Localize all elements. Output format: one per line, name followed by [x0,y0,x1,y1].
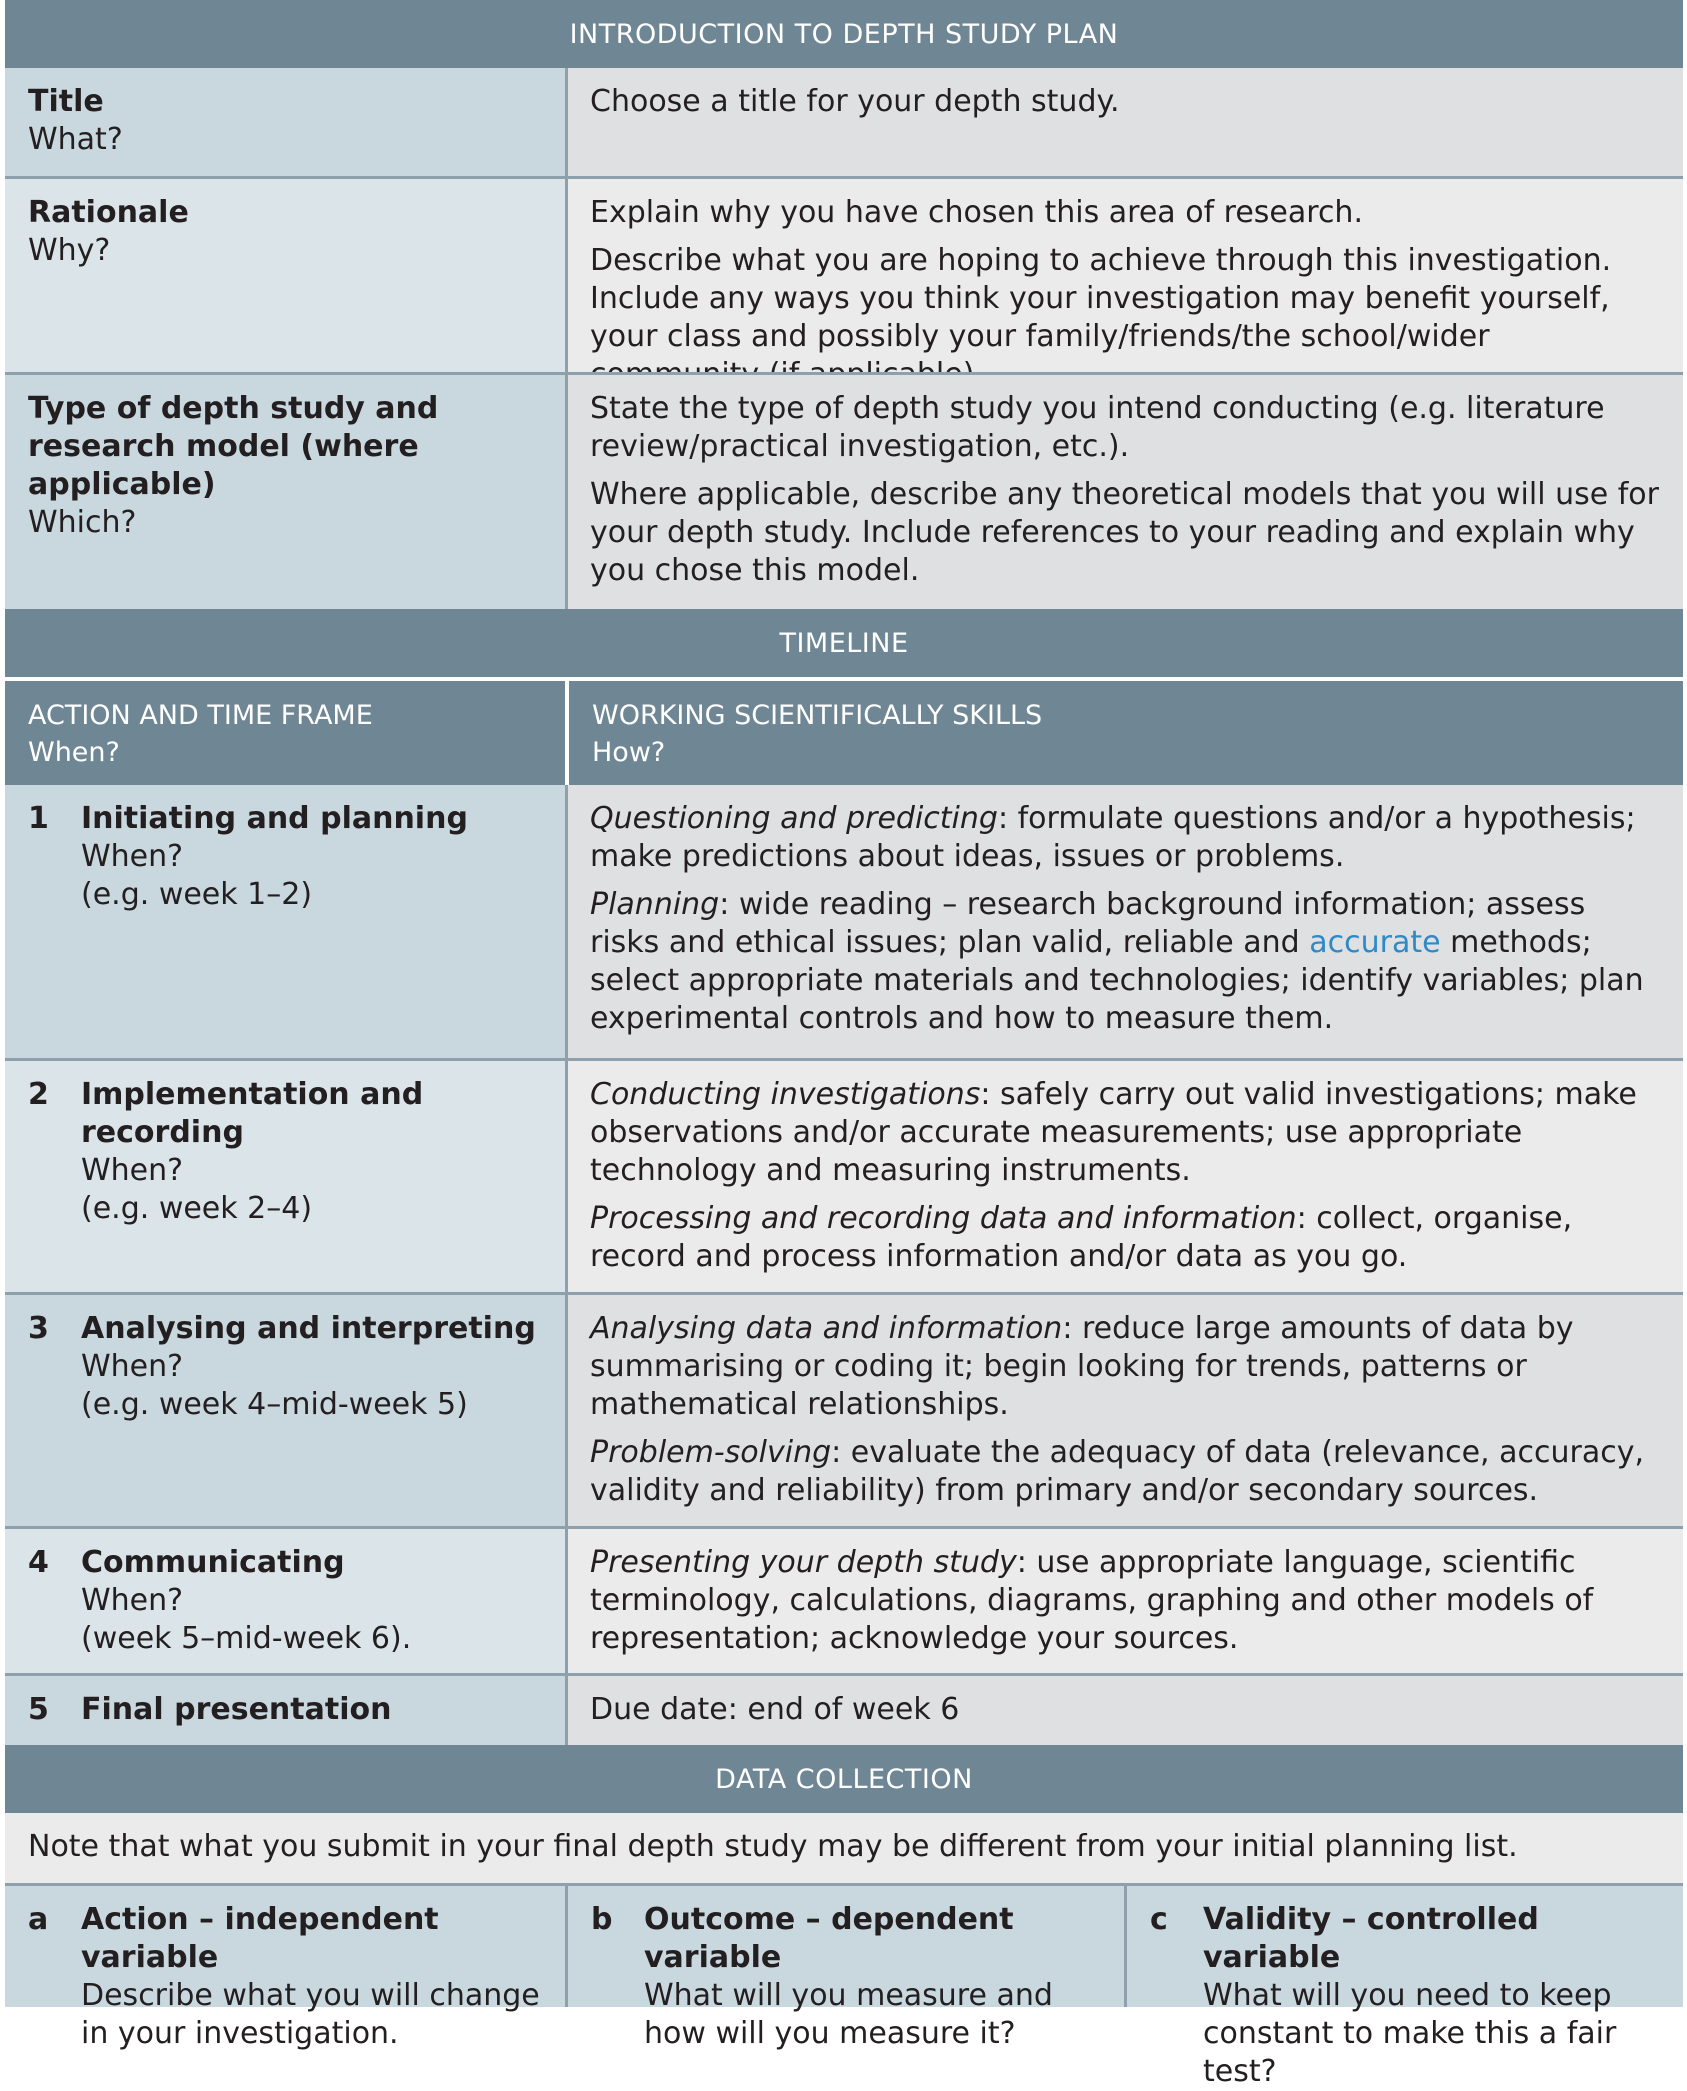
data-collection-banner: DATA COLLECTION [5,1745,1683,1813]
step-title: Final presentation [81,1692,392,1727]
title-sub: What? [28,122,123,157]
timeline-banner: TIMELINE [5,609,1683,677]
skill-name: Questioning and predicting [590,801,998,836]
skill-desc: : collect, organise, record and process information and/or data as you go. [590,1201,1573,1274]
rationale-label: Rationale [28,195,189,230]
step-title: Communicating [81,1545,345,1580]
step-frame: (e.g. week 4–mid-week 5) [81,1387,468,1422]
rationale-desc-cell [568,179,1683,372]
timeline-row-3-action [5,1295,565,1526]
skill-desc: methods; select appropriate materials and technologies; identify variables; plan experimental controls and how to measure them. [590,925,1644,1036]
column-divider [565,68,568,609]
title-label-cell [5,68,565,176]
action-header-title: ACTION AND TIME FRAME [28,700,373,731]
skill-desc: : use appropriate language, scientific terminology, calculations, diagrams, graphing and other models of representation; acknowledge your sources. [590,1545,1594,1656]
step-number: 3 [28,1311,49,1346]
step-number: 1 [28,801,49,836]
data-collection-note [5,1813,1683,1883]
rationale-sub: Why? [28,233,111,268]
item-letter: c [1150,1902,1168,1937]
item-title: Outcome – dependent variable [644,1902,1014,1975]
step-frame: (e.g. week 2–4) [81,1191,313,1226]
item-desc: Describe what you will change in your investigation. [81,1978,540,2051]
title-desc-cell [568,68,1683,176]
independent-variable-cell [5,1886,565,2051]
item-title: Action – independent variable [81,1902,439,1975]
due-date: Due date: end of week 6 [590,1692,960,1727]
skill-name: Planning [590,887,720,922]
title-desc: Choose a title for your depth study. [590,84,1120,119]
intro-banner: INTRODUCTION TO DEPTH STUDY PLAN [5,0,1683,68]
rationale-label-cell [5,179,565,372]
step-title: Analysing and interpreting [81,1311,536,1346]
action-header-sub: When? [28,737,120,768]
action-header [5,681,565,785]
step-number: 5 [28,1692,49,1727]
timeline-row-5-due [568,1676,1683,1745]
timeline-row-4-skills [568,1529,1683,1673]
controlled-variable-cell [1127,1886,1683,2089]
step-when: When? [81,1583,184,1618]
skill-desc: : reduce large amounts of data by summarising or coding it; begin looking for trends, patterns or mathematical relationships. [590,1311,1574,1422]
step-frame: (week 5–mid-week 6). [81,1621,412,1656]
step-number: 2 [28,1077,49,1112]
glossary-link-accurate[interactable]: accurate [1309,925,1441,960]
skills-header-sub: How? [592,737,666,768]
item-title: Validity – controlled variable [1203,1902,1539,1975]
timeline-row-1-skills [568,785,1683,1058]
timeline-row-5-action [5,1676,565,1745]
type-desc-1: State the type of depth study you intend conducting (e.g. literature review/practical investigation, etc.). [590,391,1605,464]
step-when: When? [81,1349,184,1384]
timeline-row-3-skills [568,1295,1683,1526]
timeline-row-4-action [5,1529,565,1673]
item-desc: What will you need to keep constant to make this a fair test? [1203,1978,1617,2089]
step-when: When? [81,1153,184,1188]
type-desc-2: Where applicable, describe any theoretical models that you will use for your depth study. Include references to your reading and explain why you chose this model. [590,477,1659,588]
step-title: Initiating and planning [81,801,468,836]
type-label: Type of depth study and research model (where applicable) [28,391,439,502]
skill-name: Analysing data and information [590,1311,1063,1346]
skills-header-title: WORKING SCIENTIFICALLY SKILLS [592,700,1043,731]
item-letter: a [28,1902,49,1937]
skill-name: Processing and recording data and information [590,1201,1297,1236]
type-desc-cell [568,375,1683,609]
note-text: Note that what you submit in your final depth study may be different from your initial planning list. [28,1829,1518,1864]
skill-name: Problem-solving [590,1435,832,1470]
step-title: Implementation and recording [81,1077,424,1150]
rationale-desc-1: Explain why you have chosen this area of research. [590,195,1363,230]
skill-desc: : safely carry out valid investigations; make observations and/or accurate measurements; use appropriate technology and measuring instruments. [590,1077,1637,1188]
type-label-cell [5,375,565,609]
skills-header [569,681,1683,785]
step-number: 4 [28,1545,49,1580]
title-label: Title [28,84,104,119]
dependent-variable-cell [568,1886,1124,2051]
type-sub: Which? [28,505,137,540]
column-divider [565,785,568,1745]
timeline-row-1-action [5,785,565,1058]
step-when: When? [81,839,184,874]
skill-name: Presenting your depth study [590,1545,1017,1580]
step-frame: (e.g. week 1–2) [81,877,313,912]
skill-desc: : evaluate the adequacy of data (relevance, accuracy, validity and reliability) from primary and/or secondary sources. [590,1435,1644,1508]
timeline-row-2-skills [568,1061,1683,1292]
skill-desc: : wide reading – research background information; assess risks and ethical issues; plan valid, reliable and [590,887,1586,960]
timeline-row-2-action [5,1061,565,1292]
item-desc: What will you measure and how will you measure it? [644,1978,1053,2051]
rationale-desc-2: Describe what you are hoping to achieve through this investigation. Include any ways you think your investigation may benefit yourself, your class and possibly your family/friends/the school/wider [590,243,1612,354]
skill-desc: : formulate questions and/or a hypothesis; make predictions about ideas, issues or problems. [590,801,1636,874]
depth-study-plan-table [5,0,1683,2089]
skill-name: Conducting investigations [590,1077,981,1112]
item-letter: b [591,1902,613,1937]
